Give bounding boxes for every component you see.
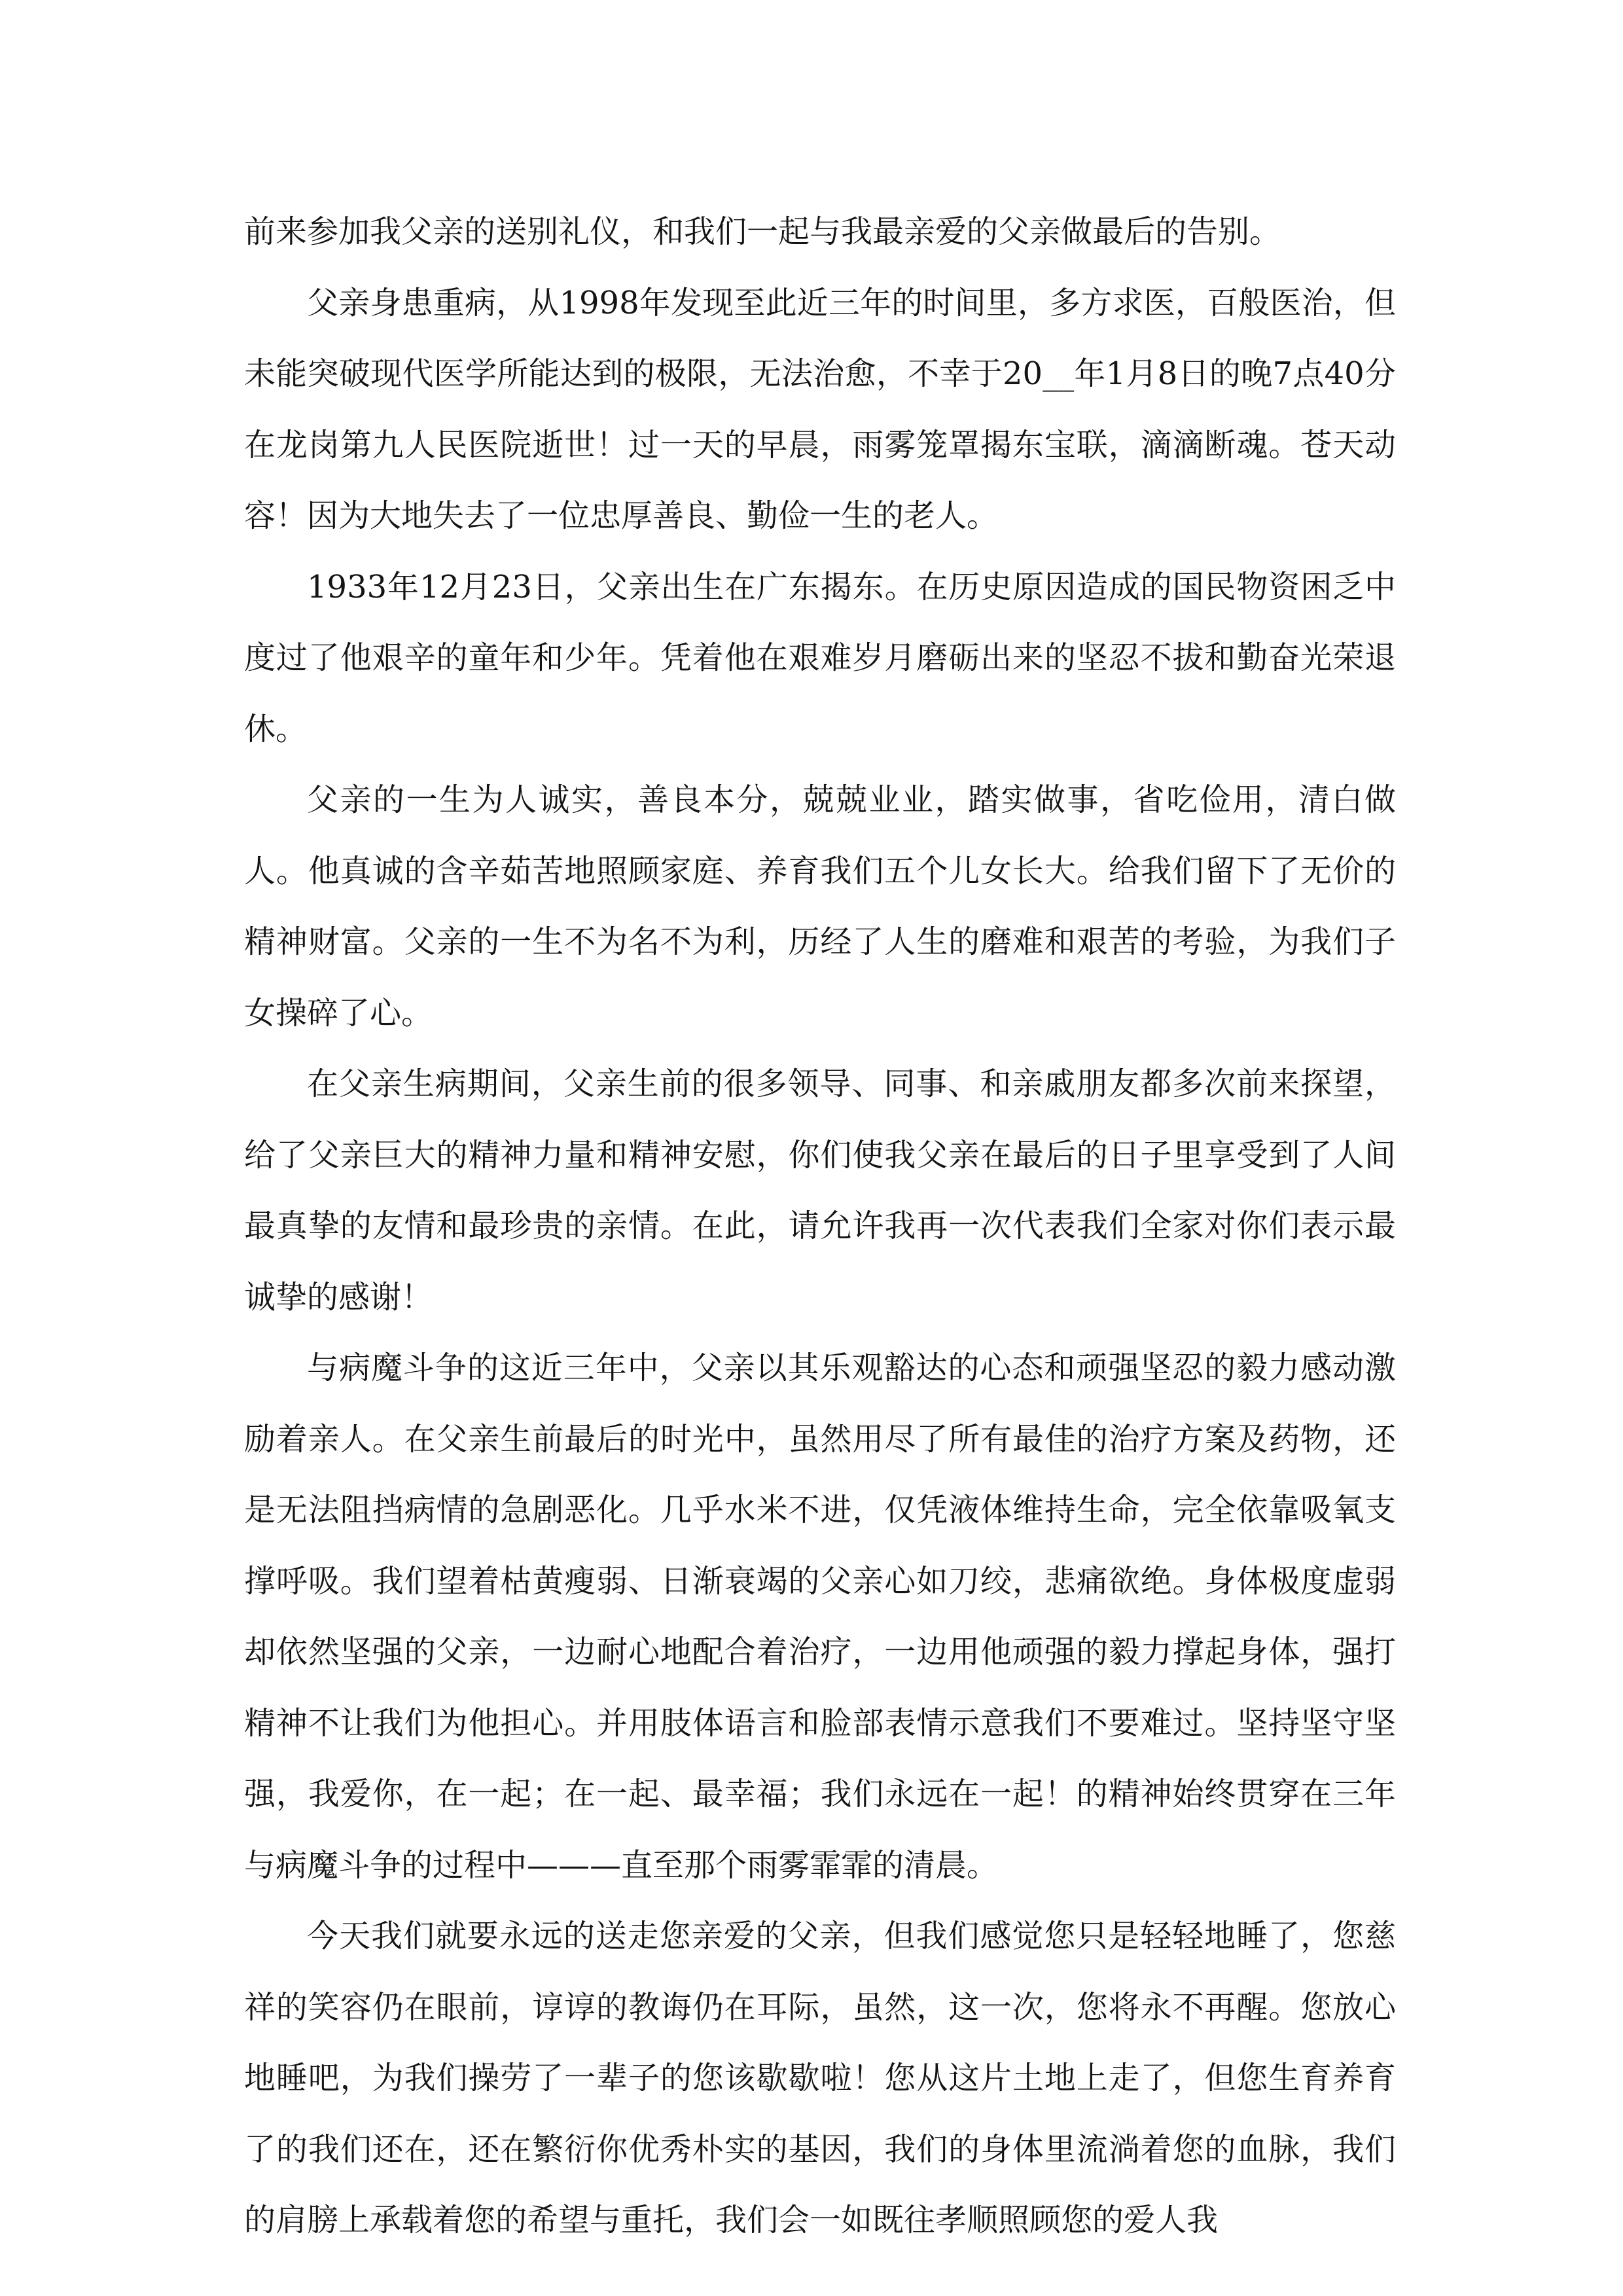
paragraph-character: 父亲的一生为人诚实，善良本分，兢兢业业，踏实做事，省吃俭用，清白做人。他真诚的含辛茹苦地照顾家庭、养育我们五个儿女长大。给我们留下了无价的精神财富。父亲的一生不为名不为利，历经了人生的磨难和艰苦的考验，为我们子女操碎了心。	[244, 781, 1396, 1031]
document-body	[244, 196, 1396, 2256]
paragraph-gratitude-to-visitors: 在父亲生病期间，父亲生前的很多领导、同事、和亲戚朋友都多次前来探望，给了父亲巨大的精神力量和精神安慰，你们使我父亲在最后的日子里享受到了人间最真挚的友情和最珍贵的亲情。在此，请允许我再一次代表我们全家对你们表示最诚挚的感谢！	[244, 1066, 1396, 1316]
paragraph-illness-and-passing: 父亲身患重病，从1998年发现至此近三年的时间里，多方求医，百般医治，但未能突破现代医学所能达到的极限，无法治愈，不幸于20__年1月8日的晚7点40分在龙岗第九人民医院逝世！过一天的早晨，雨雾笼罩揭东宝联，滴滴断魂。苍天动容！因为大地失去了一位忠厚善良、勤俭一生的老人。	[244, 284, 1396, 534]
paragraph-birth-and-youth: 1933年12月23日，父亲出生在广东揭东。在历史原因造成的国民物资困乏中度过了他艰辛的童年和少年。凭着他在艰难岁月磨砺出来的坚忍不拔和勤奋光荣退休。	[244, 568, 1396, 747]
paragraph-final-farewell: 今天我们就要永远的送走您亲爱的父亲，但我们感觉您只是轻轻地睡了，您慈祥的笑容仍在眼前，谆谆的教诲仍在耳际，虽然，这一次，您将永不再醒。您放心地睡吧，为我们操劳了一辈子的您该歇歇啦！您从这片土地上走了，但您生育养育了的我们还在，还在繁衍你优秀朴实的基因，我们的身体里流淌着您的血脉，我们的肩膀上承载着您的希望与重托，我们会一如既往孝顺照顾您的爱人我	[244, 1918, 1396, 2238]
paragraph-farewell-intro: 前来参加我父亲的送别礼仪，和我们一起与我最亲爱的父亲做最后的告别。	[244, 213, 1281, 250]
paragraph-fight-with-illness: 与病魔斗争的这近三年中，父亲以其乐观豁达的心态和顽强坚忍的毅力感动激励着亲人。在父亲生前最后的时光中，虽然用尽了所有最佳的治疗方案及药物，还是无法阻挡病情的急剧恶化。几乎水米不进，仅凭液体维持生命，完全依靠吸氧支撑呼吸。我们望着枯黄瘦弱、日渐衰竭的父亲心如刀绞，悲痛欲绝。身体极度虚弱却依然坚强的父亲，一边耐心地配合着治疗，一边用他顽强的毅力撑起身体，强打精神不让我们为他担心。并用肢体语言和脸部表情示意我们不要难过。坚持坚守坚强，我爱你，在一起；在一起、最幸福；我们永远在一起！的精神始终贯穿在三年与病魔斗争的过程中———直至那个雨雾霏霏的清晨。	[244, 1350, 1396, 1884]
